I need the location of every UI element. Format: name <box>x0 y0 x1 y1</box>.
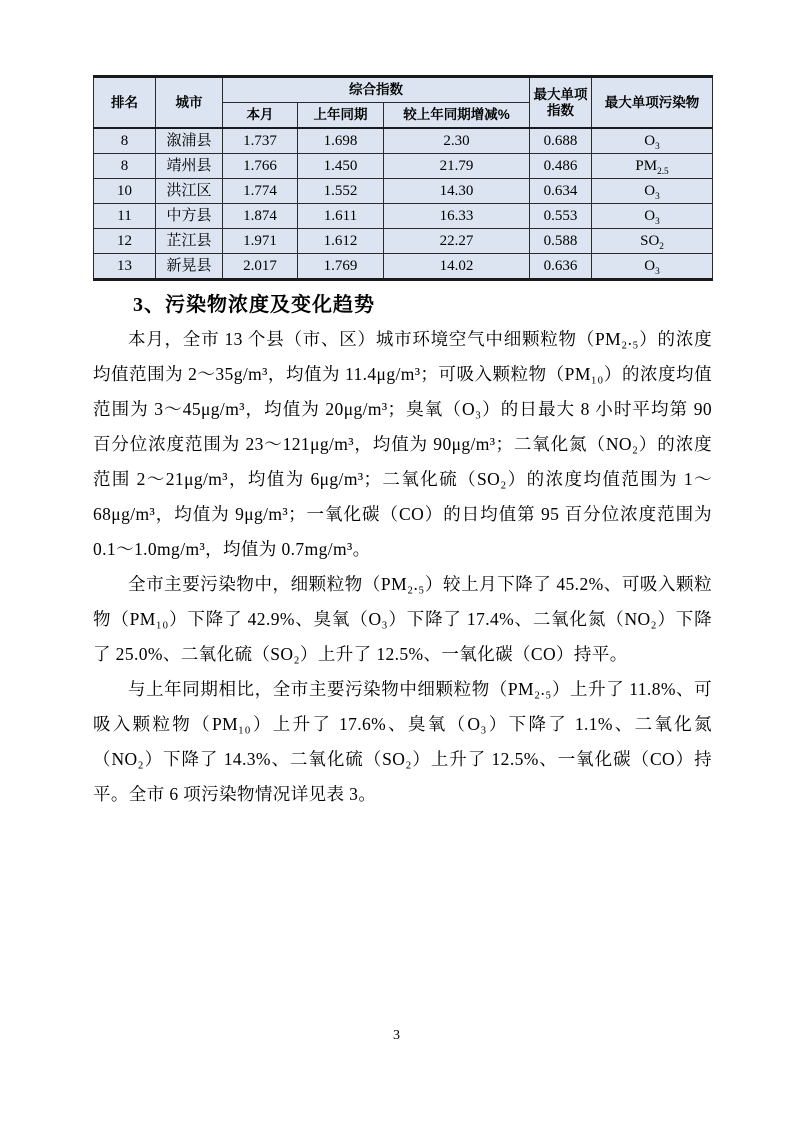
cell-pct-change: 21.79 <box>384 154 530 179</box>
table-header-row-1 <box>94 77 713 103</box>
cell-pollutant: $PM_{2.5}$ <box>592 154 713 179</box>
cell-city: 溆浦县 <box>156 128 223 154</box>
cell-city: 新晃县 <box>156 254 223 280</box>
cell-rank: 8 <box>94 128 156 154</box>
table-row <box>94 179 713 204</box>
cell-rank: 8 <box>94 154 156 179</box>
col-header-max-single-pollutant: 最大单项污染物 <box>592 77 713 129</box>
cell-max-index: 0.634 <box>530 179 592 204</box>
cell-rank: 11 <box>94 204 156 229</box>
cell-pollutant: $O_3$ <box>592 179 713 204</box>
page-number: 3 <box>393 1028 400 1043</box>
cell-max-index: 0.553 <box>530 204 592 229</box>
cell-city: 芷江县 <box>156 229 223 254</box>
cell-rank: 10 <box>94 179 156 204</box>
cell-pct-change: 2.30 <box>384 128 530 154</box>
cell-max-index: 0.688 <box>530 128 592 154</box>
cell-max-index: 0.486 <box>530 154 592 179</box>
cell-pct-change: 14.30 <box>384 179 530 204</box>
cell-max-index: 0.636 <box>530 254 592 280</box>
cell-last-year: 1.769 <box>298 254 384 280</box>
cell-last-year: 1.612 <box>298 229 384 254</box>
table-row <box>94 204 713 229</box>
cell-pollutant: $SO_2$ <box>592 229 713 254</box>
col-header-composite-index: 综合指数 <box>223 77 530 103</box>
table-row <box>94 254 713 280</box>
cell-city: 靖州县 <box>156 154 223 179</box>
cell-rank: 13 <box>94 254 156 280</box>
cell-max-index: 0.588 <box>530 229 592 254</box>
col-header-rank: 排名 <box>94 77 156 129</box>
cell-pct-change: 16.33 <box>384 204 530 229</box>
cell-pollutant: $O_3$ <box>592 128 713 154</box>
cell-city: 中方县 <box>156 204 223 229</box>
paragraph-pollutant-concentrations: 本月，全市 13 个县（市、区）城市环境空气中细颗粒物（PM₂.₅）的浓度均值范围为 2～35g/m³，均值为 11.4μg/m³；可吸入颗粒物（PM₁₀）的浓度均值范围为 3～45μg/m³，均值为 20μg/m³；臭氧（O₃）的日最大 8 小时平均第 90 百分位浓度范围为 23～121μg/m³，均值为 90μg/m³；二氧化氮（NO₂）的浓度范围 2～21μg/m³，均值为 6μg/m³；二氧化硫（SO₂）的浓度均值范围为 1～68μg/m³，均值为 9μg/m³；一氧化碳（CO）的日均值第 95 百分位浓度范围为 0.1～1.0mg/m³，均值为 0.7mg/m³。 <box>93 329 712 559</box>
table-row <box>94 128 713 154</box>
page-content <box>93 75 712 812</box>
paragraph-month-on-month-change: 全市主要污染物中，细颗粒物（PM₂.₅）较上月下降了 45.2%、可吸入颗粒物（PM₁₀）下降了 42.9%、臭氧（O₃）下降了 17.4%、二氧化氮（NO₂）下降了 25.0%、二氧化硫（SO₂）上升了 12.5%、一氧化碳（CO）持平。 <box>93 574 712 664</box>
cell-pollutant: $O_3$ <box>592 254 713 280</box>
cell-rank: 12 <box>94 229 156 254</box>
col-header-this-month: 本月 <box>223 103 298 129</box>
cell-this-month: 1.766 <box>223 154 298 179</box>
col-header-max-single-index: 最大单项指数 <box>530 77 592 129</box>
cell-this-month: 2.017 <box>223 254 298 280</box>
cell-last-year: 1.552 <box>298 179 384 204</box>
cell-city: 洪江区 <box>156 179 223 204</box>
cell-this-month: 1.737 <box>223 128 298 154</box>
cell-pct-change: 14.02 <box>384 254 530 280</box>
col-header-same-period-last-year: 上年同期 <box>298 103 384 129</box>
cell-last-year: 1.450 <box>298 154 384 179</box>
section-heading: 3、污染物浓度及变化趋势 <box>133 294 375 316</box>
cell-last-year: 1.611 <box>298 204 384 229</box>
paragraph-year-on-year-change: 与上年同期相比，全市主要污染物中细颗粒物（PM₂.₅）上升了 11.8%、可吸入颗粒物（PM₁₀）上升了 17.6%、臭氧（O₃）下降了 1.1%、二氧化氮（NO₂）下降了 14.3%、二氧化硫（SO₂）上升了 12.5%、一氧化碳（CO）持平。全市 6 项污染物情况详见表 3。 <box>93 679 712 804</box>
cell-pollutant: $O_3$ <box>592 204 713 229</box>
cell-last-year: 1.698 <box>298 128 384 154</box>
table-row <box>94 154 713 179</box>
col-header-city: 城市 <box>156 77 223 129</box>
cell-this-month: 1.971 <box>223 229 298 254</box>
table-row <box>94 229 713 254</box>
cell-pct-change: 22.27 <box>384 229 530 254</box>
air-quality-index-table <box>93 75 713 281</box>
col-header-pct-change: 较上年同期增减% <box>384 103 530 129</box>
cell-this-month: 1.774 <box>223 179 298 204</box>
cell-this-month: 1.874 <box>223 204 298 229</box>
